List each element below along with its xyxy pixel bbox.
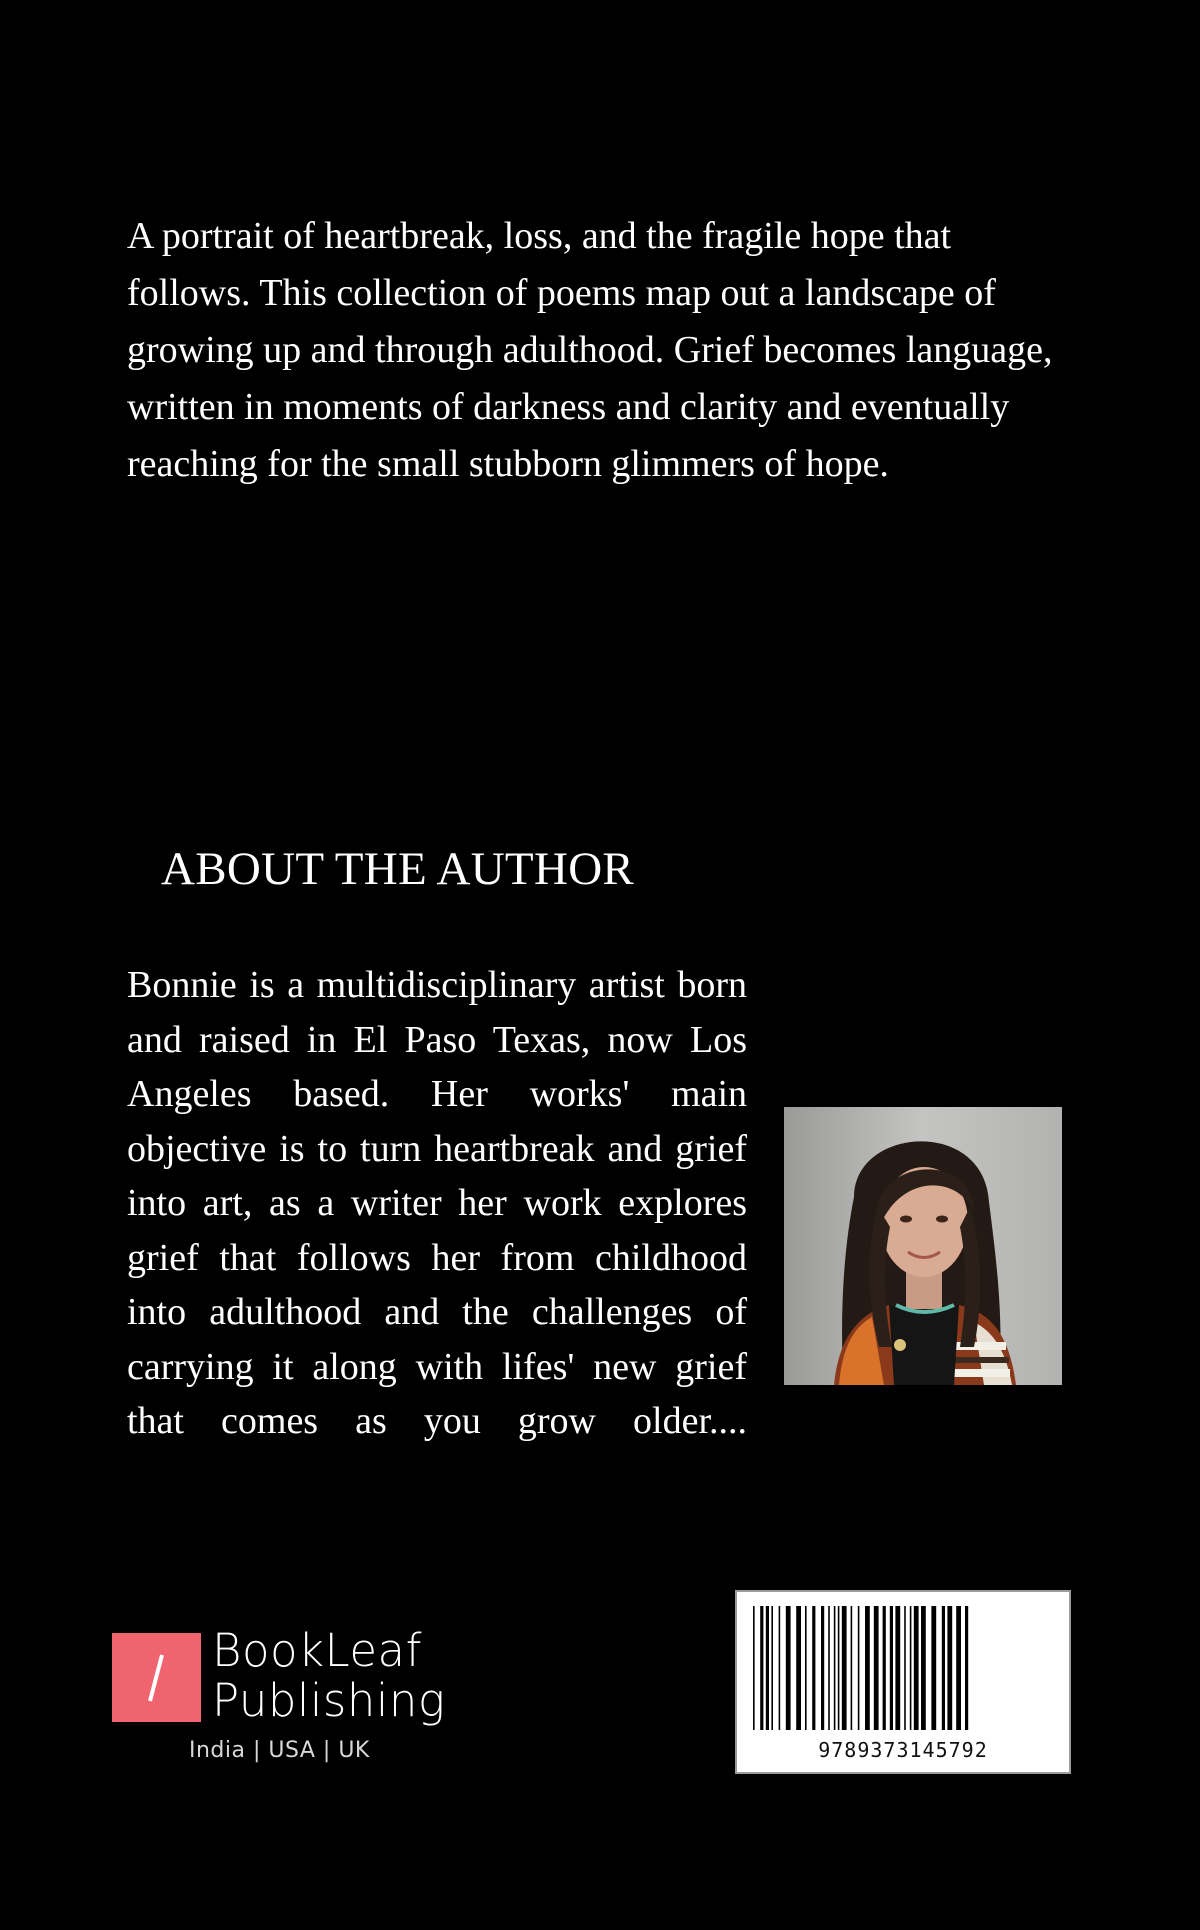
barcode-bar [956, 1606, 961, 1730]
publisher-logo [112, 1633, 201, 1722]
isbn-number: 9789373145792 [818, 1738, 988, 1762]
barcode-bar [805, 1606, 807, 1730]
barcode-bar [874, 1606, 879, 1730]
publisher-name [212, 1626, 445, 1726]
barcode-bar [947, 1606, 952, 1730]
barcode-bar [760, 1606, 763, 1730]
back-cover-blurb: A portrait of heartbreak, loss, and the fragile hope that follows. This collection of poems map out a landscape of growing up and through adulthood. Grief becomes language, written in moments of darkness and clarity and eventually reaching for the small stubborn glimmers of hope. [127, 215, 1053, 485]
barcode-bar [812, 1606, 815, 1730]
barcode-bar [834, 1606, 836, 1730]
barcode-bar [828, 1606, 830, 1730]
barcode-bar [771, 1606, 773, 1730]
isbn-barcode [735, 1590, 1071, 1774]
barcode-bar [921, 1606, 926, 1730]
barcode-bar [753, 1606, 755, 1730]
barcode-bar [786, 1606, 791, 1730]
barcode-bar [890, 1606, 893, 1730]
barcode-bar [851, 1606, 853, 1730]
barcode-bar [904, 1606, 906, 1730]
barcode-bars [751, 1606, 1055, 1730]
publisher-name-line1: BookLeaf [212, 1624, 422, 1677]
about-author-heading: ABOUT THE AUTHOR [161, 843, 635, 895]
barcode-bar [838, 1606, 840, 1730]
barcode-bar [796, 1606, 801, 1730]
publisher-regions: India | USA | UK [189, 1738, 370, 1763]
barcode-bar [842, 1606, 847, 1730]
author-bio: Bonnie is a multidisciplinary artist born and raised in El Paso Texas, now Los Angeles based. Her works' main objective is to turn heartbreak and grief into art, as a writer her work explores grief that follows her from childhood into adulthood and the challenges of carrying it along with lifes' new grief that comes as you grow older.... [127, 964, 747, 1442]
barcode-bar [965, 1606, 968, 1730]
barcode-bar [766, 1606, 769, 1730]
barcode-bar [779, 1606, 781, 1730]
barcode-bar [883, 1606, 886, 1730]
publisher-name-line2: Publishing [212, 1674, 446, 1727]
author-photo [784, 1107, 1062, 1385]
barcode-bar [931, 1606, 936, 1730]
barcode-bar [914, 1606, 919, 1730]
barcode-bar [865, 1606, 870, 1730]
barcode-bar [910, 1606, 912, 1730]
publisher-block [112, 1626, 452, 1772]
barcode-bar [942, 1606, 945, 1730]
barcode-bar [895, 1606, 900, 1730]
barcode-bar [821, 1606, 824, 1730]
barcode-bar [858, 1606, 860, 1730]
